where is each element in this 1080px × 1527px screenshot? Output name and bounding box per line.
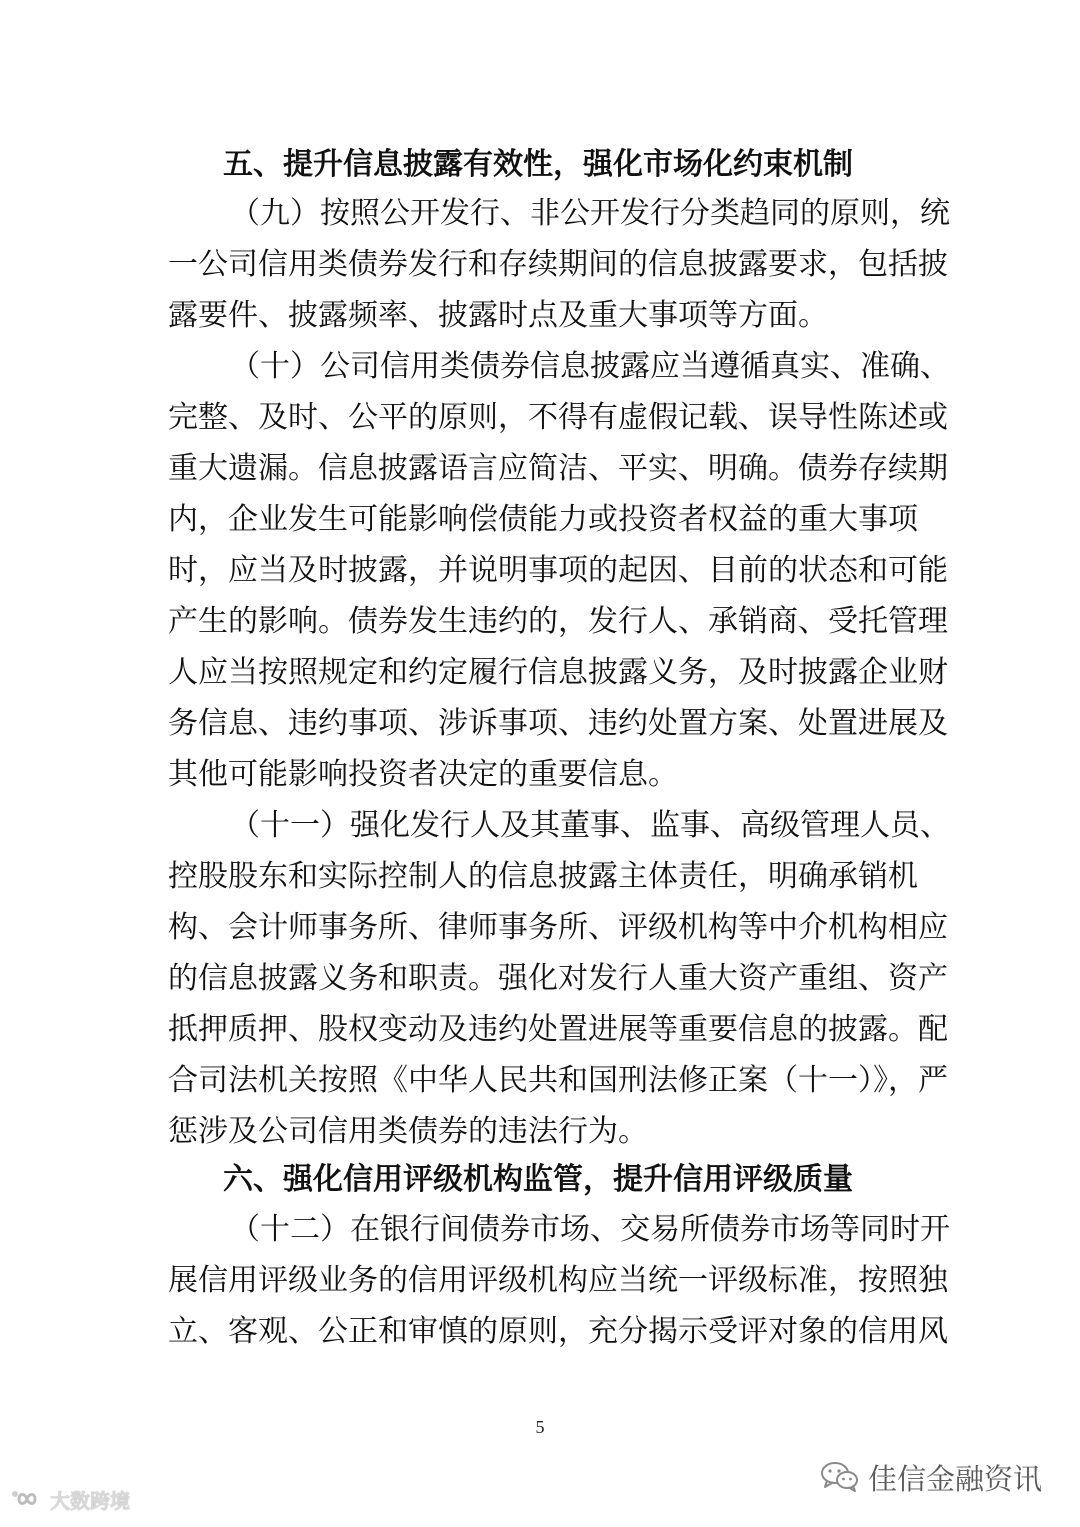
paragraph-line: 构、会计师事务所、律师事务所、评级机构等中介机构相应 (168, 910, 948, 945)
paragraph-line: （十二）在银行间债券市场、交易所债券市场等同时开 (230, 1212, 950, 1247)
watermark-left (10, 1484, 130, 1514)
paragraph-line: 展信用评级业务的信用评级机构应当统一评级标准，按照独 (168, 1263, 948, 1298)
paragraph-line: 人应当按照规定和约定履行信息披露义务，及时披露企业财 (168, 655, 948, 690)
section-heading-5: 五、提升信息披露有效性，强化市场化约束机制 (223, 147, 853, 182)
paragraph-line: 务信息、违约事项、涉诉事项、违约处置方案、处置进展及 (168, 706, 948, 741)
paragraph-line: 合司法机关按照《中华人民共和国刑法修正案（十一）》，严 (168, 1063, 948, 1098)
paragraph-line: 重大遗漏。信息披露语言应简洁、平实、明确。债券存续期 (168, 451, 948, 486)
paragraph-line: 一公司信用类债券发行和存续期间的信息披露要求，包括披 (168, 247, 948, 282)
page-number: 5 (535, 1417, 545, 1437)
paragraph-line: （十一）强化发行人及其董事、监事、高级管理人员、 (230, 808, 950, 843)
watermark-right (820, 1457, 1042, 1497)
wechat-icon (820, 1460, 860, 1494)
paragraph-line: （九）按照公开发行、非公开发行分类趋同的原则，统 (230, 196, 950, 231)
watermark-left-text: 大数跨境 (50, 1488, 130, 1513)
paragraph-line: 立、客观、公正和审慎的原则，充分揭示受评对象的信用风 (168, 1314, 948, 1349)
paragraph-line: 惩涉及公司信用类债券的违法行为。 (168, 1114, 648, 1149)
paragraph-line: 时，应当及时披露，并说明事项的起因、目前的状态和可能 (168, 553, 948, 588)
paragraph-line: 抵押质押、股权变动及违约处置进展等重要信息的披露。配 (168, 1012, 948, 1047)
watermark-right-text: 佳信金融资讯 (867, 1461, 1042, 1496)
paragraph-line: 的信息披露义务和职责。强化对发行人重大资产重组、资产 (168, 961, 948, 996)
section-heading-6: 六、强化信用评级机构监管，提升信用评级质量 (223, 1162, 853, 1197)
paragraph-line: （十）公司信用类债券信息披露应当遵循真实、准确、 (230, 349, 950, 384)
paragraph-line: 其他可能影响投资者决定的重要信息。 (168, 757, 678, 792)
paragraph-line: 露要件、披露频率、披露时点及重大事项等方面。 (168, 298, 828, 333)
paragraph-line: 内，企业发生可能影响偿债能力或投资者权益的重大事项 (168, 502, 918, 537)
infinity-logo-icon (10, 1488, 44, 1510)
paragraph-line: 完整、及时、公平的原则，不得有虚假记载、误导性陈述或 (168, 400, 948, 435)
paragraph-line: 产生的影响。债券发生违约的，发行人、承销商、受托管理 (168, 604, 948, 639)
paragraph-line: 控股股东和实际控制人的信息披露主体责任，明确承销机 (168, 859, 918, 894)
